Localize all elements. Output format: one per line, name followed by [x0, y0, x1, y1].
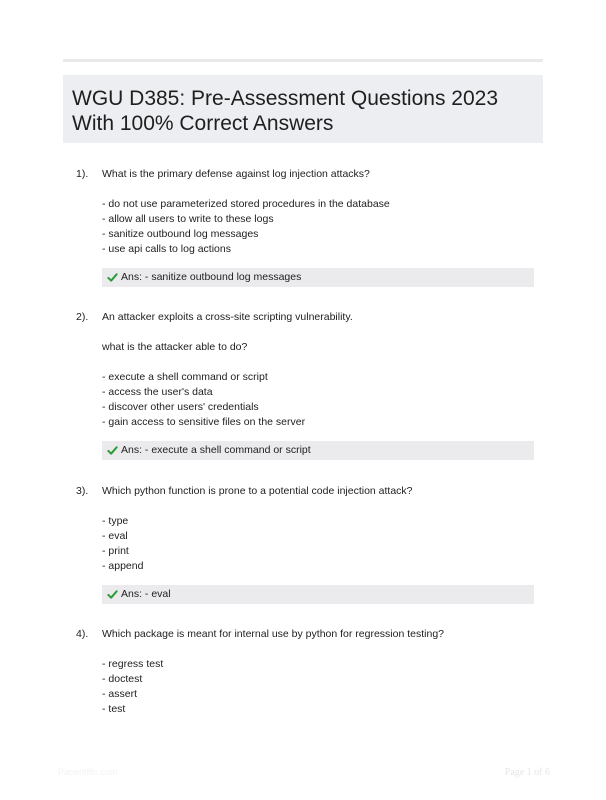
option-item: - doctest: [102, 673, 143, 685]
check-icon: [107, 272, 118, 283]
document-title: [72, 86, 534, 136]
footer-watermark: Papertiffic.com: [58, 767, 118, 777]
option-list: [102, 370, 305, 430]
question-number: 4).: [76, 628, 89, 640]
option-item: - append: [102, 560, 144, 572]
answer-text: Ans: - sanitize outbound log messages: [121, 271, 302, 283]
option-item: - use api calls to log actions: [102, 243, 231, 255]
question-number: 2).: [76, 311, 89, 323]
option-item: - discover other users' credentials: [102, 401, 259, 413]
option-item: - do not use parameterized stored procedures in the database: [102, 198, 390, 210]
answer-text: Ans: - eval: [121, 588, 171, 600]
check-icon: [107, 589, 118, 600]
option-item: - gain access to sensitive files on the server: [102, 416, 306, 428]
title-banner: [63, 75, 543, 143]
answer-text: Ans: - execute a shell command or script: [121, 444, 311, 456]
option-item: - eval: [102, 530, 128, 542]
option-item: - access the user's data: [102, 386, 213, 398]
question-text: What is the primary defense against log injection attacks?: [102, 168, 370, 180]
option-item: - regress test: [102, 658, 164, 670]
answer-box: [102, 585, 534, 604]
option-list: [102, 657, 163, 717]
question-text: An attacker exploits a cross-site scripting vulnerability.: [102, 311, 353, 323]
question-number: 1).: [76, 168, 89, 180]
page-indicator: Page 1 of 6: [504, 767, 550, 778]
title-line-2: With 100% Correct Answers: [72, 112, 334, 135]
option-item: - print: [102, 545, 129, 557]
option-item: - execute a shell command or script: [102, 371, 268, 383]
option-list: [102, 514, 143, 574]
option-item: - sanitize outbound log messages: [102, 228, 259, 240]
question-subtext: what is the attacker able to do?: [102, 341, 248, 353]
option-list: [102, 197, 390, 257]
question-text: Which python function is prone to a potential code injection attack?: [102, 485, 413, 497]
top-divider: [63, 59, 543, 62]
answer-box: [102, 268, 534, 287]
check-icon: [107, 445, 118, 456]
option-item: - test: [102, 703, 126, 715]
option-item: - allow all users to write to these logs: [102, 213, 274, 225]
option-item: - type: [102, 515, 129, 527]
question-text: Which package is meant for internal use by python for regression testing?: [102, 628, 445, 640]
answer-box: [102, 441, 534, 460]
question-number: 3).: [76, 485, 89, 497]
option-item: - assert: [102, 688, 138, 700]
title-line-1: WGU D385: Pre-Assessment Questions 2023: [72, 87, 499, 110]
